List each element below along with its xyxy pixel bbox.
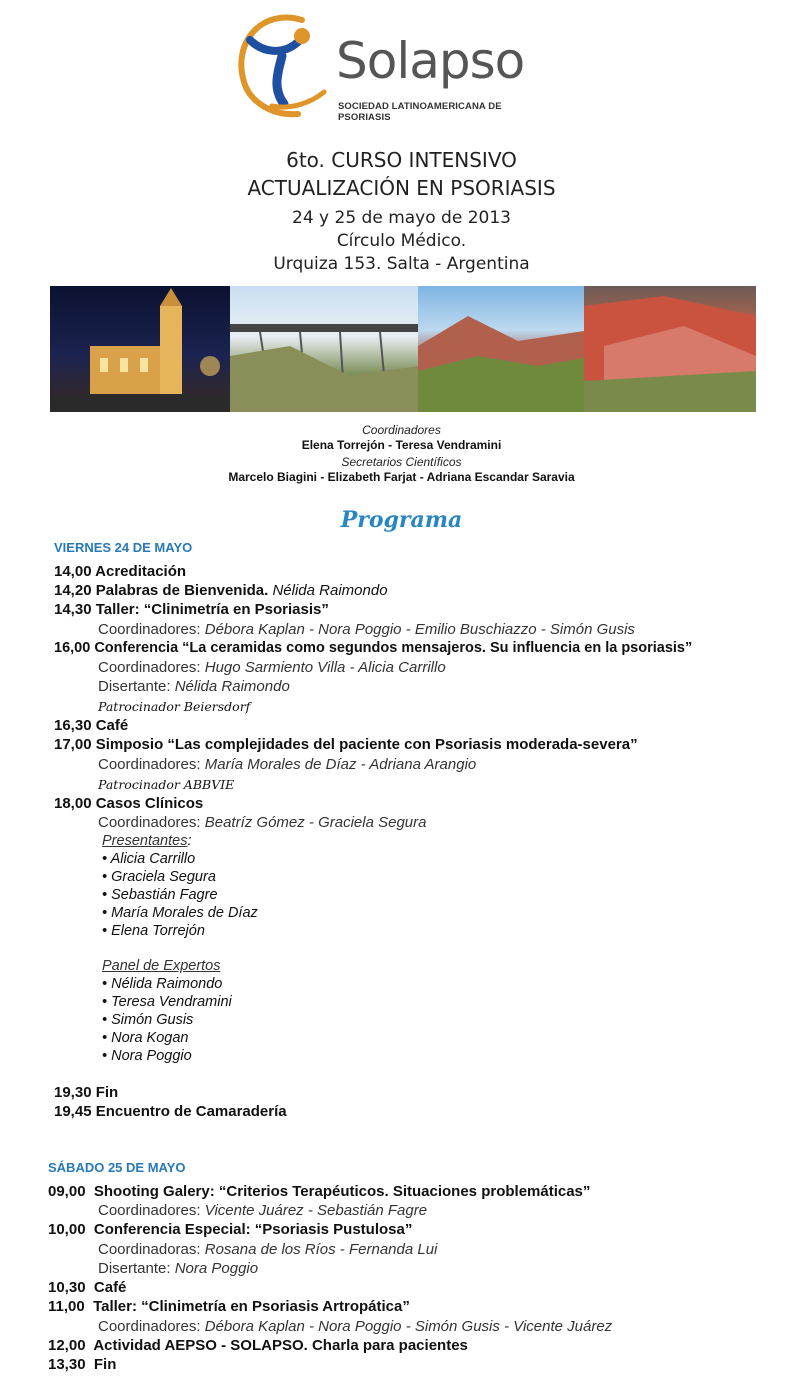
agenda-item: 14,00 Acreditación <box>54 563 187 580</box>
course-venue: Círculo Médico. <box>336 231 467 251</box>
agenda-item: 10,00 Conferencia Especial: “Psoriasis Pustulosa” <box>48 1221 413 1238</box>
course-address: Urquiza 153. Salta - Argentina <box>273 254 530 274</box>
coordinators-names: Elena Torrejón - Teresa Vendramini <box>301 438 502 452</box>
agenda-item: 19,30 Fin <box>54 1084 119 1101</box>
presenter-item: • Sebastián Fagre <box>102 887 218 903</box>
presenter-item: • Graciela Segura <box>102 869 216 885</box>
course-title-line1: 6to. CURSO INTENSIVO <box>286 148 517 172</box>
agenda-item: 10,30 Café <box>48 1279 127 1296</box>
presenter-item: • Elena Torrejón <box>102 923 205 939</box>
conference-speaker: Disertante: Nélida Raimondo <box>98 678 290 695</box>
panel-item: • Nélida Raimondo <box>102 976 223 992</box>
saturday-heading: SÁBADO 25 DE MAYO <box>48 1160 186 1175</box>
cathedral-drawing <box>50 286 230 412</box>
symposium-coordinators: Coordinadores: María Morales de Díaz - Adriana Arangio <box>98 756 477 773</box>
presentantes-label: Presentantes: <box>102 833 192 849</box>
presenter-item: • María Morales de Díaz <box>102 905 258 921</box>
friday-heading: VIERNES 24 DE MAYO <box>54 540 193 555</box>
shooting-coordinators: Coordinadores: Vicente Juárez - Sebastián Fagre <box>98 1202 428 1219</box>
agenda-item: 14,20 Palabras de Bienvenida. Nélida Raimondo <box>54 582 388 599</box>
agenda-item: 16,00 Conferencia “La ceramidas como segundos mensajeros. Su influencia en la psoriasis” <box>54 640 693 656</box>
course-date: 24 y 25 de mayo de 2013 <box>292 208 511 228</box>
secretaries-label: Secretarios Científicos <box>341 455 462 469</box>
photo-cathedral <box>50 286 230 412</box>
workshop-coordinators: Coordinadores: Débora Kaplan - Nora Poggio - Simón Gusis - Vicente Juárez <box>98 1318 613 1335</box>
secretaries-names: Marcelo Biagini - Elizabeth Farjat - Adriana Escandar Saravia <box>228 470 575 484</box>
taller-coordinators: Coordinadores: Débora Kaplan - Nora Poggio - Emilio Buschiazzo - Simón Gusis <box>98 621 635 638</box>
symposium-sponsor: Patrocinador ABBVIE <box>98 777 235 792</box>
agenda-item: 12,00 Actividad AEPSO - SOLAPSO. Charla para pacientes <box>48 1337 468 1354</box>
programa-title: Programa <box>340 507 463 533</box>
photo-hills <box>418 286 584 412</box>
panel-item: • Nora Kogan <box>102 1030 189 1046</box>
cases-coordinators: Coordinadores: Beatríz Gómez - Graciela Segura <box>98 814 427 831</box>
special-conference-coordinators: Coordinadoras: Rosana de los Ríos - Fernanda Lui <box>98 1241 438 1258</box>
photo-viaduct <box>230 286 418 412</box>
logo-name: Solapso <box>336 32 525 90</box>
agenda-item: 18,00 Casos Clínicos <box>54 795 204 812</box>
panel-item: • Nora Poggio <box>102 1048 192 1064</box>
coordinators-label: Coordinadores <box>362 423 441 437</box>
agenda-item: 09,00 Shooting Galery: “Criterios Terapéuticos. Situaciones problemáticas” <box>48 1183 591 1200</box>
conference-sponsor: Patrocinador Beiersdorf <box>98 699 251 714</box>
agenda-item: 17,00 Simposio “Las complejidades del paciente con Psoriasis moderada-severa” <box>54 736 638 753</box>
logo-emblem-icon <box>232 12 332 118</box>
panel-item: • Simón Gusis <box>102 1012 194 1028</box>
logo <box>232 12 542 124</box>
viaduct-drawing <box>230 286 418 412</box>
special-conference-speaker: Disertante: Nora Poggio <box>98 1260 259 1277</box>
course-title-line2: ACTUALIZACIÓN EN PSORIASIS <box>247 176 556 200</box>
presenter-item: • Alicia Carrillo <box>102 851 196 867</box>
photo-seven-colors <box>584 286 756 412</box>
panel-item: • Teresa Vendramini <box>102 994 232 1010</box>
logo-subtitle: SOCIEDAD LATINOAMERICANA DE PSORIASIS <box>338 101 502 123</box>
agenda-item: 16,30 Café <box>54 717 129 734</box>
panel-label: Panel de Expertos <box>102 958 221 974</box>
seven-colors-drawing <box>584 286 756 412</box>
agenda-item: 14,30 Taller: “Clinimetría en Psoriasis” <box>54 601 329 618</box>
agenda-item: 13,30 Fin <box>48 1356 117 1373</box>
hills-drawing <box>418 286 584 412</box>
conference-coordinators: Coordinadores: Hugo Sarmiento Villa - Alicia Carrillo <box>98 659 446 676</box>
agenda-item: 11,00 Taller: “Clinimetría en Psoriasis Artropática” <box>48 1298 410 1315</box>
agenda-item: 19,45 Encuentro de Camaradería <box>54 1103 287 1120</box>
